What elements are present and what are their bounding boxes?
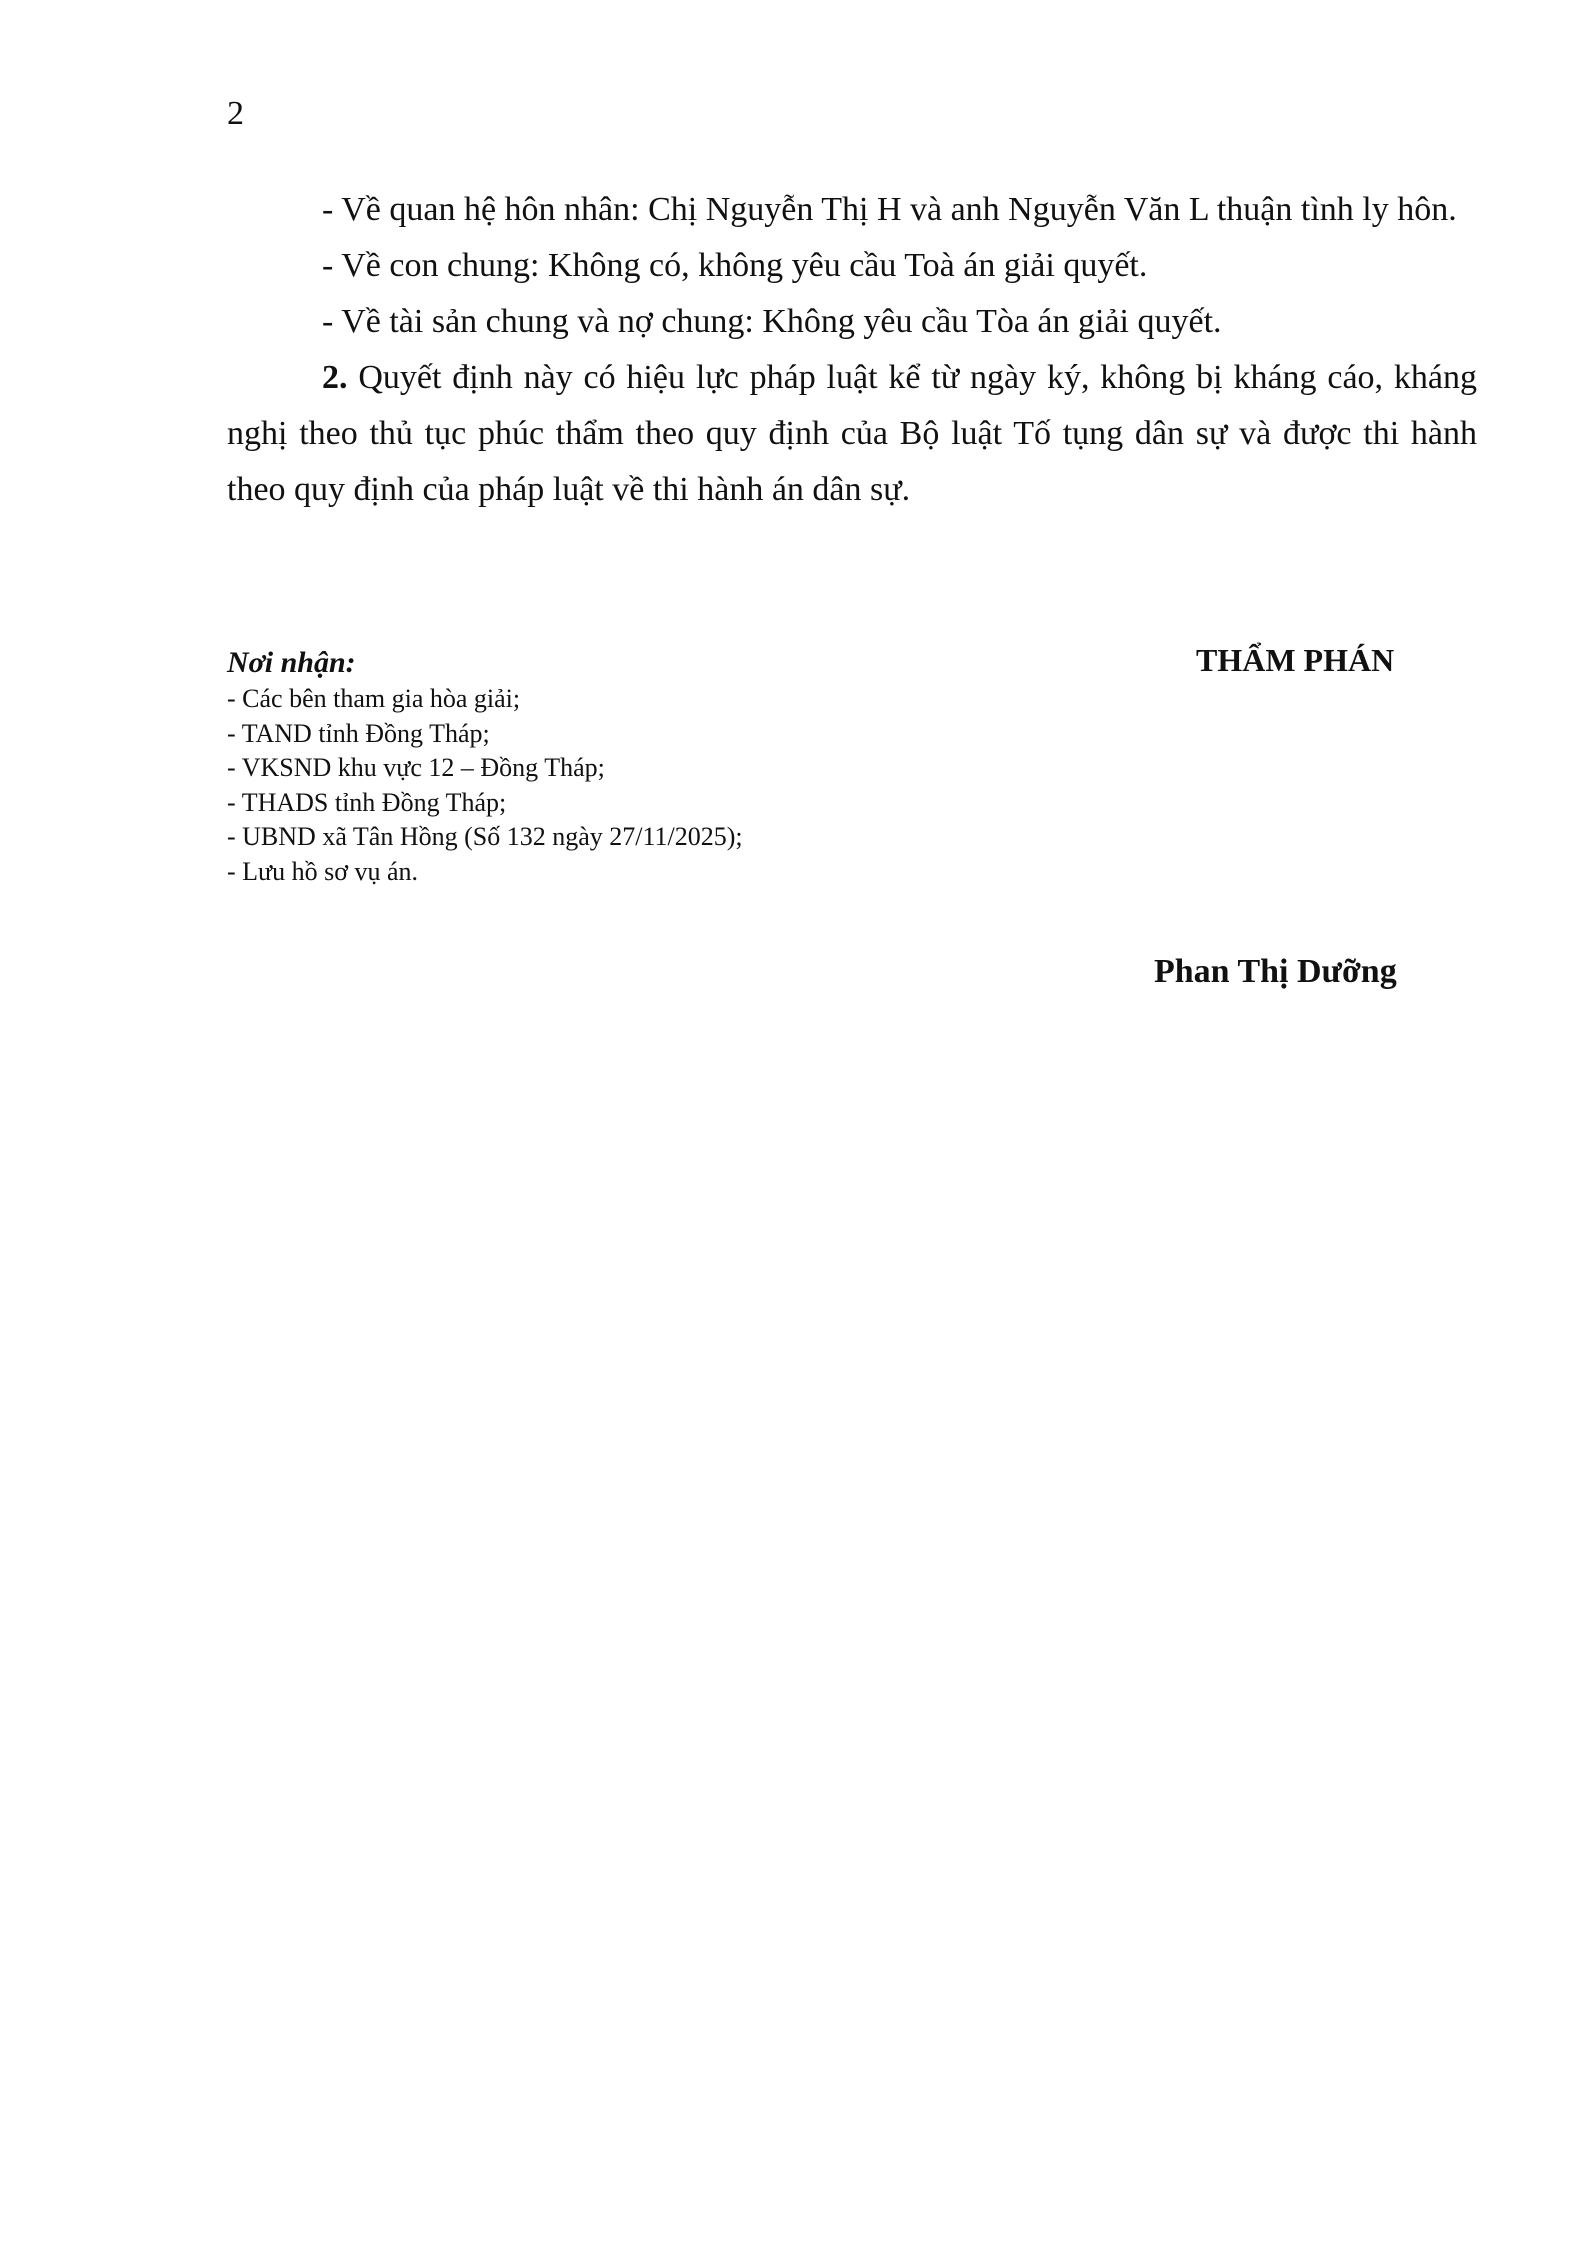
marriage-paragraph: - Về quan hệ hôn nhân: Chị Nguyễn Thị H và anh Nguyễn Văn L thuận tình ly hôn. [322,191,1457,228]
recipient-item: - VKSND khu vực 12 – Đồng Tháp; [227,753,605,782]
signer-name: Phan Thị Dưỡng [1154,953,1397,990]
page-number: 2 [227,95,244,132]
clause-2-number: 2. [322,359,348,396]
children-paragraph: - Về con chung: Không có, không yêu cầu Toà án giải quyết. [322,247,1148,284]
clause-2-paragraph [227,350,1477,518]
signer-title: THẨM PHÁN [1196,642,1395,678]
recipients-list [227,682,927,889]
recipients-block [227,644,927,889]
recipient-item: - TAND tỉnh Đồng Tháp; [227,718,490,748]
recipient-item: - Các bên tham gia hòa giải; [227,684,521,713]
recipient-item: - UBND xã Tân Hồng (Số 132 ngày 27/11/2025); [227,822,743,851]
recipients-title: Nơi nhận: [227,646,356,679]
assets-paragraph: - Về tài sản chung và nợ chung: Không yêu cầu Tòa án giải quyết. [322,303,1222,340]
clause-2-text: Quyết định này có hiệu lực pháp luật kể từ ngày ký, không bị kháng cáo, kháng nghị theo thủ tục phúc thẩm theo quy định của Bộ luật Tố tụng dân sự và được thi hành theo quy định của pháp luật về thi hành án dân sự. [227,359,1477,508]
recipient-item: - THADS tỉnh Đồng Tháp; [227,787,507,817]
decision-body [227,182,1477,518]
recipient-item: - Lưu hồ sơ vụ án. [227,856,419,886]
